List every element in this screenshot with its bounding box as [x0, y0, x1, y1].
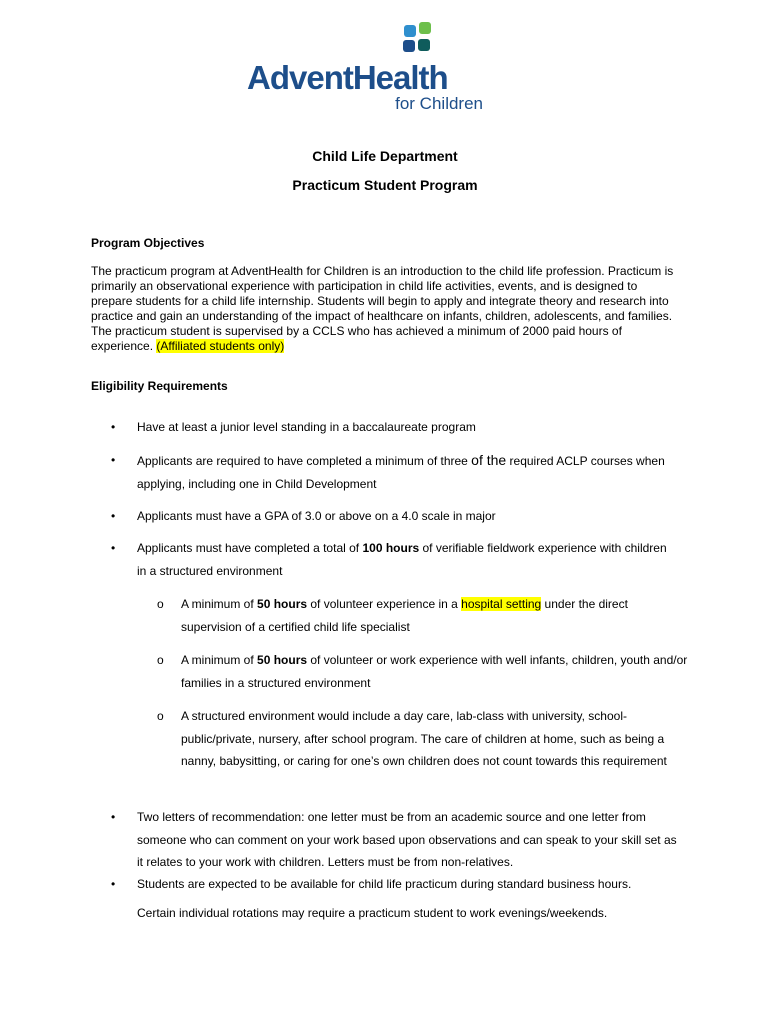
bullet-bold: 100 hours [362, 541, 420, 555]
sub-list-item [157, 705, 691, 773]
bullet-text: Applicants are required to have completed a minimum of three [137, 454, 472, 468]
sub-bullet-marker: o [157, 597, 164, 611]
bullet-text: Have at least a junior level standing in a baccalaureate program [137, 420, 476, 434]
list-item [111, 537, 677, 582]
sub-bullet-text: under the direct supervision of a certified child life specialist [181, 597, 628, 634]
eligibility-heading: Eligibility Requirements [91, 379, 228, 393]
bullet-marker: • [111, 877, 116, 891]
adventhealth-logo [247, 22, 487, 114]
list-item [111, 873, 677, 896]
sub-bullet-text: of volunteer experience in a [307, 597, 462, 611]
bullet-text-large: of the [471, 452, 507, 468]
list-item [111, 806, 677, 874]
affiliated-highlight: (Affiliated students only) [156, 339, 285, 353]
sub-bullet-marker: o [157, 709, 164, 723]
list-item [111, 416, 677, 439]
sub-list-item [157, 649, 691, 694]
sub-list-item [157, 593, 691, 638]
rotation-note: Certain individual rotations may require a practicum student to work evenings/weekends. [137, 906, 608, 920]
bullet-text: Two letters of recommendation: one letter must be from an academic source and one letter from someone who can comment on your work based upon observations and can speak to your skill set as it relates to your work with children. Letters must be from non-relatives. [137, 810, 677, 869]
bullet-marker: • [111, 420, 116, 434]
bullet-text: required ACLP courses when applying, including one in Child Development [137, 454, 665, 491]
bullet-marker: • [111, 509, 116, 523]
hospital-setting-highlight: hospital setting [461, 597, 542, 611]
bullet-text: of verifiable fieldwork experience with children in a structured environment [137, 541, 667, 578]
sub-bullet-marker: o [157, 653, 164, 667]
sub-bullet-text: A minimum of [181, 653, 258, 667]
bullet-text: Applicants must have completed a total of [137, 541, 363, 555]
sub-bullet-text: A minimum of [181, 597, 258, 611]
sub-bullet-bold: 50 hours [257, 597, 308, 611]
sub-bullet-bold: 50 hours [257, 653, 308, 667]
logo-brand-text: AdventHealth [247, 59, 448, 96]
objectives-paragraph [91, 264, 681, 354]
sub-bullet-text: A structured environment would include a day care, lab-class with university, school-public/private, nursery, after school program. The care of children at home, such as being a nanny, babysitting, or caring for one’s own children does not count towards this requirement [181, 709, 667, 768]
sub-bullet-text: of volunteer or work experience with well infants, children, youth and/or families in a structured environment [181, 653, 688, 690]
objectives-text: The practicum program at AdventHealth for Children is an introduction to the child life profession. Practicum is primarily an observational experience with participation in child life activities, events, and is designed to prepare students for a child life internship. Students will begin to apply and integrate theory and research into practice and gain an understanding of the impact of healthcare on infants, children, adolescents, and families. The practicum student is supervised by a CCLS who has achieved a minimum of 2000 paid hours of experience. [91, 264, 674, 353]
list-item [111, 449, 677, 495]
objectives-heading: Program Objectives [91, 236, 205, 250]
logo-subtitle: for Children [395, 94, 483, 113]
bullet-marker: • [111, 541, 116, 555]
bullet-text: Applicants must have a GPA of 3.0 or above on a 4.0 scale in major [137, 509, 496, 523]
bullet-marker: • [111, 453, 116, 467]
bullet-text: Students are expected to be available for child life practicum during standard business hours. [137, 877, 632, 891]
list-item [111, 505, 677, 528]
department-title: Child Life Department [312, 148, 458, 164]
program-title: Practicum Student Program [292, 177, 478, 193]
bullet-marker: • [111, 810, 116, 824]
logo-mark-icon [400, 22, 436, 58]
